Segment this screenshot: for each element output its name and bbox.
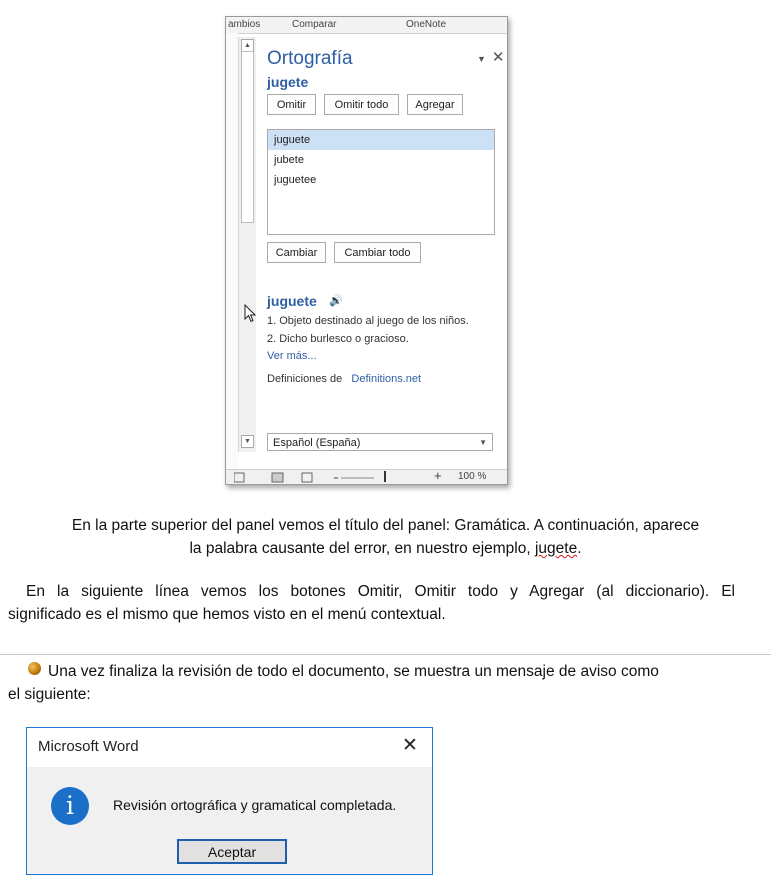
paragraph-1-line-2a: la palabra causante del error, en nuestro ejemplo, — [189, 540, 535, 557]
word-spelling-panel-screenshot — [225, 16, 508, 485]
definitions-net-link[interactable]: Definitions.net — [351, 373, 422, 385]
dialog-title: Microsoft Word — [38, 738, 139, 755]
close-icon[interactable]: ✕ — [402, 735, 418, 756]
view-mode-icons[interactable] — [234, 472, 374, 483]
divider — [0, 654, 771, 655]
cambiar-todo-button[interactable]: Cambiar todo — [334, 242, 421, 263]
vertical-scrollbar[interactable] — [238, 37, 257, 452]
paragraph-1-line-2b: . — [577, 540, 582, 557]
close-icon[interactable]: ✕ — [491, 49, 505, 66]
pane-controls — [471, 48, 505, 66]
suggestion-item[interactable]: juguete — [268, 130, 494, 150]
dialog-message: Revisión ortográfica y gramatical completada. — [113, 797, 397, 813]
definition-line-2: 2. Dicho burlesco o gracioso. — [267, 333, 409, 345]
ribbon-tab-strip — [226, 17, 507, 34]
agregar-button[interactable]: Agregar — [407, 94, 463, 115]
suggestion-item[interactable]: juguetee — [274, 174, 317, 186]
status-bar — [226, 469, 507, 485]
paragraph-1-line-2 — [8, 537, 763, 560]
zoom-in-icon[interactable]: + — [434, 468, 442, 483]
paragraph-3-line-2: el siguiente: — [8, 686, 91, 703]
ver-mas-link[interactable]: Ver más... — [267, 350, 317, 362]
pane-options-icon[interactable]: ▼ — [477, 54, 486, 64]
paragraph-2-line-1: En la siguiente línea vemos los botones Omitir, Omitir todo y Agregar (al diccionario). El — [26, 583, 735, 600]
tab-onenote[interactable]: OneNote — [406, 19, 447, 30]
scroll-thumb[interactable] — [241, 51, 254, 223]
pane-title: Ortografía — [267, 48, 353, 69]
tab-cambios[interactable]: ambios — [228, 19, 261, 30]
zoom-slider-thumb[interactable] — [384, 471, 386, 482]
spelling-complete-dialog — [26, 727, 433, 875]
scroll-down-icon[interactable]: ▼ — [241, 435, 254, 448]
suggestion-item[interactable]: jubete — [274, 154, 304, 166]
bullet-icon — [28, 662, 41, 675]
info-icon: i — [51, 787, 89, 825]
misspelled-word: jugete — [267, 74, 309, 90]
cambiar-button[interactable]: Cambiar — [267, 242, 326, 263]
paragraph-1-line-1: En la parte superior del panel vemos el título del panel: Gramática. A continuación, aparece — [71, 517, 700, 534]
tab-comparar[interactable]: Comparar — [292, 19, 337, 30]
language-select[interactable] — [267, 433, 493, 451]
paragraph-3-line-1: Una vez finaliza la revisión de todo el documento, se muestra un mensaje de aviso como — [48, 663, 659, 680]
document-gutter — [226, 33, 238, 473]
suggestions-list[interactable] — [267, 129, 495, 235]
definition-line-1: 1. Objeto destinado al juego de los niños. — [267, 315, 469, 327]
omitir-todo-button[interactable]: Omitir todo — [324, 94, 399, 115]
paragraph-1 — [8, 514, 763, 560]
definitions-source-prefix: Definiciones de — [267, 373, 343, 385]
definition-word: juguete — [267, 293, 317, 309]
scroll-up-icon[interactable]: ▲ — [241, 39, 254, 52]
aceptar-button[interactable]: Aceptar — [177, 839, 287, 864]
spelling-pane — [256, 34, 507, 470]
paragraph-2-line-2: significado es el mismo que hemos visto en el menú contextual. — [8, 606, 446, 623]
omitir-button[interactable]: Omitir — [267, 94, 316, 115]
misspelled-word-inline: jugete — [534, 540, 578, 557]
language-value: Español (España) — [273, 437, 361, 449]
mouse-pointer-icon — [244, 304, 256, 328]
zoom-level[interactable]: 100 % — [458, 471, 487, 482]
chevron-down-icon: ▼ — [479, 438, 487, 447]
dialog-body — [27, 767, 432, 874]
definitions-source — [267, 373, 421, 385]
speaker-icon[interactable]: 🔊 — [329, 295, 343, 307]
